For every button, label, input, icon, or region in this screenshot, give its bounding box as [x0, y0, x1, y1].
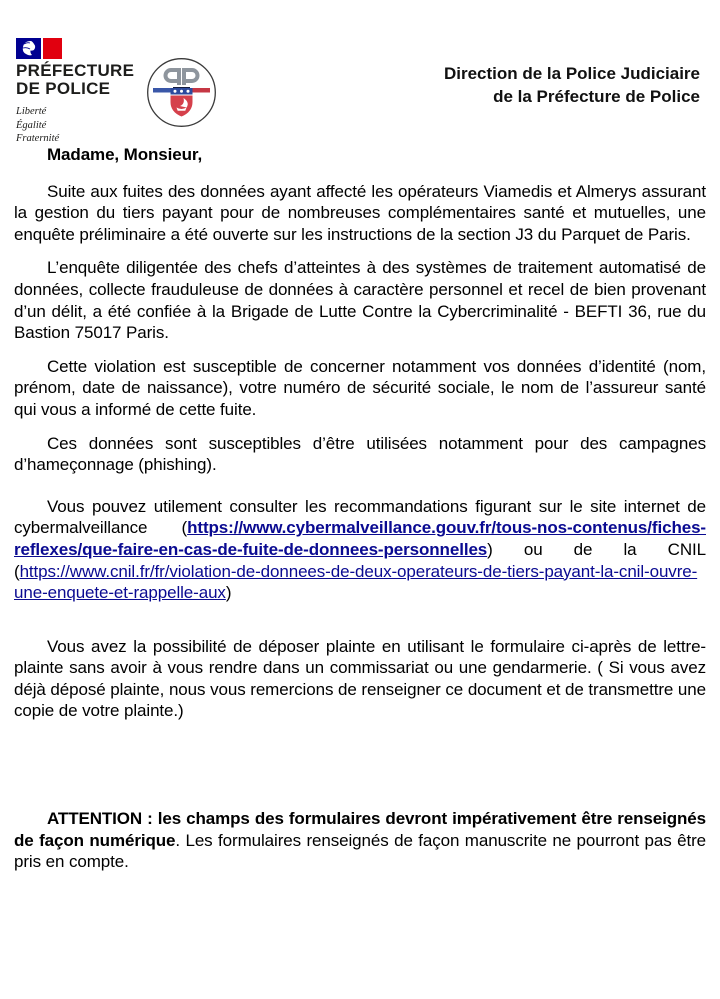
- french-flag-icon: [16, 38, 64, 59]
- police-prefecture-badge-icon: [146, 57, 217, 128]
- paragraph-affected-data: Cette violation est susceptible de concerner notamment vos données d’identité (nom, prénom, date de naissance), votre numéro de sécurité sociale, le nom de l’assureur santé qui vous a informé de cette fuite.: [14, 356, 706, 419]
- direction-title: [444, 62, 700, 108]
- attention-regular-text: . Les formulaires renseignés de façon manuscrite ne pourront pas être pris en compte.: [14, 830, 706, 872]
- recommendations-text-after: ): [225, 583, 232, 603]
- direction-title-line2: de la Préfecture de Police: [493, 87, 700, 106]
- republic-motto: [16, 105, 146, 146]
- paragraph-recommendations: [14, 496, 706, 604]
- paragraph-data-breach: Suite aux fuites des données ayant affecté les opérateurs Viamedis et Almerys assurant la gestion du tiers payant pour de nombreuses complémentaires santé et mutuelles, une enquête préliminaire a été ouverte sur les instructions de la section J3 du Parquet de Paris.: [14, 181, 706, 244]
- cnil-link[interactable]: https://www.cnil.fr/fr/violation-de-donnees-de-deux-operateurs-de-tiers-payant-la-cnil-ouvre-une-enquete-et-rappelle-aux: [14, 561, 698, 603]
- flag-red-block: [43, 38, 62, 59]
- attention-bold-text: ATTENTION : les champs des formulaires devront impérativement être renseignés de façon numérique: [14, 809, 706, 850]
- recommendations-text-between: ) ou de la CNIL (: [14, 539, 706, 581]
- paragraph-investigation: L’enquête diligentée des chefs d’atteintes à des systèmes de traitement automatisé de données, collecte frauduleuse de données à caractère personnel et recel de bien provenant d’un délit, a été confiée à la Brigade de Lutte Contre la Cybercriminalité - BEFTI 36, rue du Bastion 75017 Paris.: [14, 258, 706, 343]
- motto-fraternite: Fraternité: [16, 133, 60, 144]
- paragraph-attention: [14, 808, 706, 873]
- letterhead: [0, 0, 720, 144]
- agency-name-line2: DE POLICE: [16, 79, 111, 98]
- salutation: Madame, Monsieur,: [47, 145, 203, 164]
- paragraph-phishing-warning: Ces données sont susceptibles d’être utilisées notamment pour des campagnes d’hameçonnage (phishing).: [14, 433, 706, 475]
- direction-title-line1: Direction de la Police Judiciaire: [443, 64, 700, 83]
- marianne-profile-icon: [19, 40, 38, 57]
- paragraph-complaint-form: Vous avez la possibilité de déposer plainte en utilisant le formulaire ci-après de lettre-plainte sans avoir à vous rendre dans un commissariat ou une gendarmerie. ( Si vous avez déjà déposé plainte, nous vous remercions de renseigner ce document et de transmettre une copie de votre plainte.): [14, 636, 706, 721]
- agency-name-line1: PRÉFECTURE: [16, 61, 135, 80]
- agency-name: [16, 62, 146, 98]
- cybermalveillance-link[interactable]: https://www.cybermalveillance.gouv.fr/tous-nos-contenus/fiches-reflexes/que-faire-en-cas-de-fuite-de-donnees-personnelles: [14, 518, 706, 559]
- letter-body: [14, 144, 706, 885]
- recommendations-text-before: Vous pouvez utilement consulter les recommandations figurant sur le site internet de cybermalveillance (: [14, 496, 706, 538]
- motto-egalite: Égalité: [16, 119, 47, 131]
- motto-liberte: Liberté: [16, 106, 47, 117]
- flag-blue-block: [16, 38, 41, 59]
- prefecture-logo: [16, 38, 146, 146]
